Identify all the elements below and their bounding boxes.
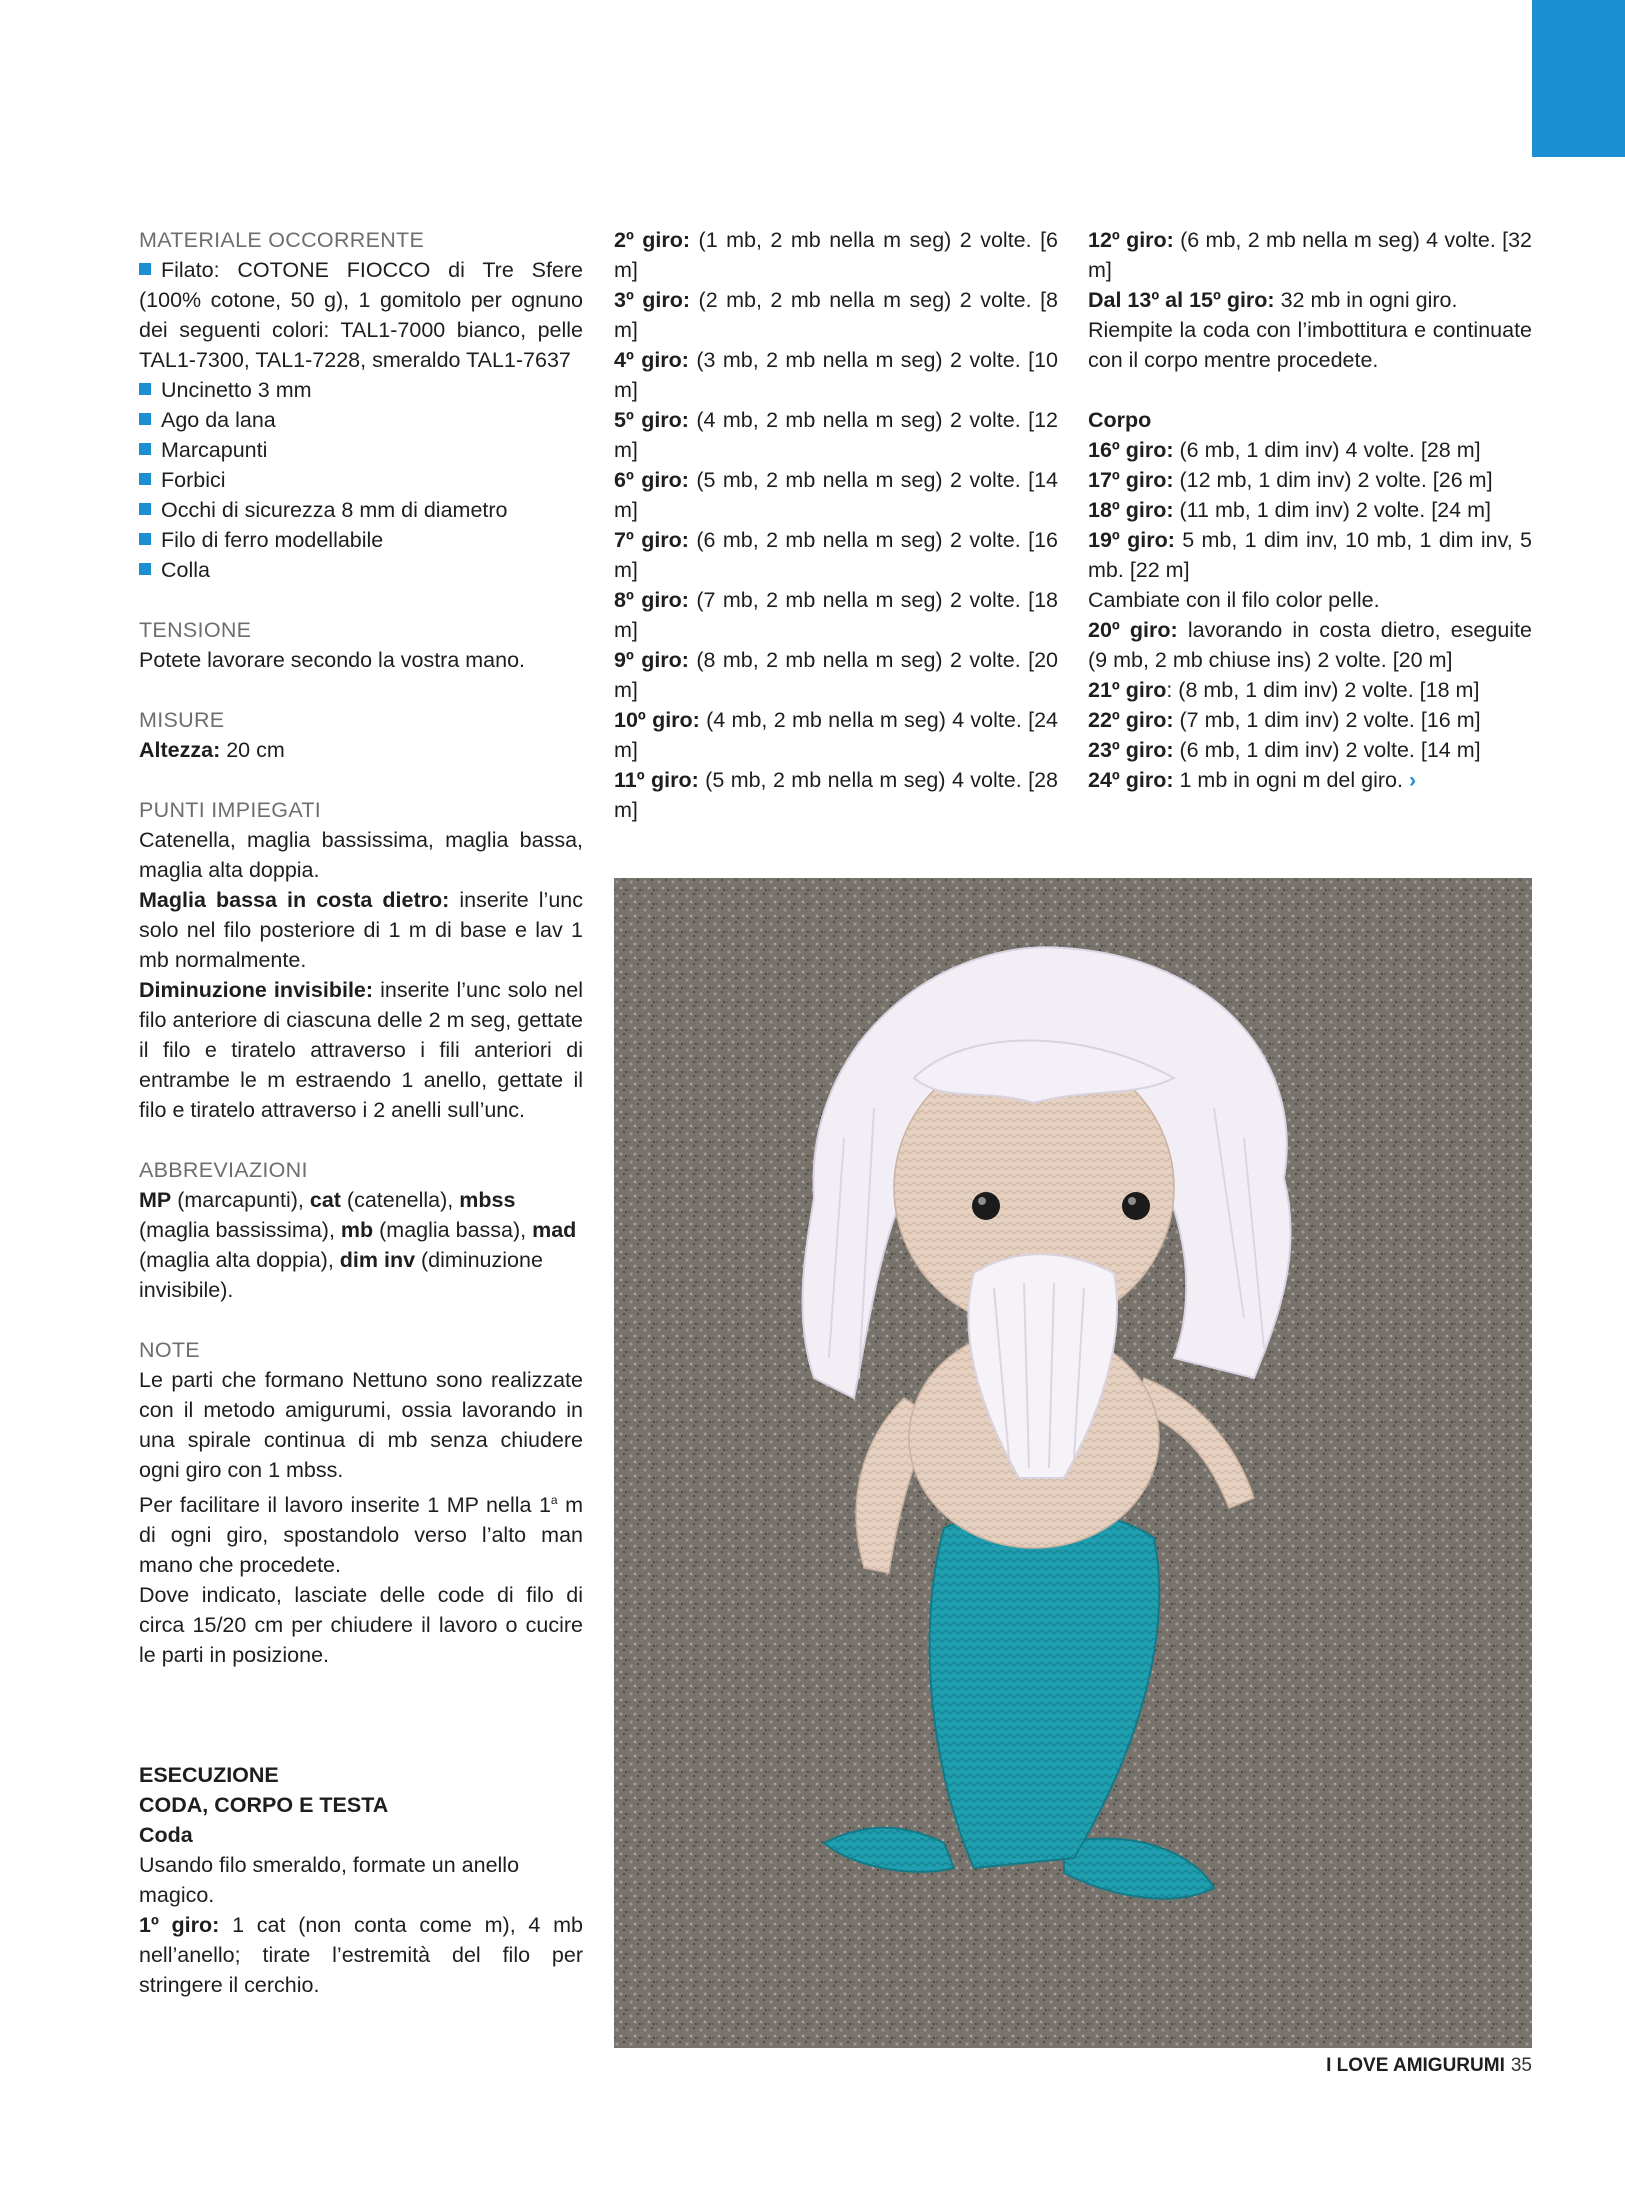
material-item: Filato: COTONE FIOCCO di Tre Sfere (100% cotone, 50 g), 1 gomitolo per ognuno dei seguenti colori: TAL1-7000 bianco, pelle TAL1-7300, TAL1-7228, smeraldo TAL1-7637 — [139, 258, 583, 372]
material-item: Filo di ferro modellabile — [139, 525, 583, 555]
bullet-icon — [139, 413, 151, 425]
note-p2: Per facilitare il lavoro inserite 1 MP nella 1$^a$ m di ogni giro, spostandolo verso l’alto man mano che procedete. — [139, 1493, 583, 1578]
round-item: 21º giro: (8 mb, 1 dim inv) 2 volte. [18 m] — [1088, 678, 1480, 702]
heading-note: NOTE — [139, 1338, 200, 1362]
heading-materiale: MATERIALE OCCORRENTE — [139, 228, 425, 252]
bullet-icon — [139, 533, 151, 545]
round-item: 18º giro: (11 mb, 1 dim inv) 2 volte. [24 m] — [1088, 498, 1491, 522]
tensione-text: Potete lavorare secondo la vostra mano. — [139, 648, 526, 672]
round-1: 1º giro: 1 cat (non conta come m), 4 mb nell’anello; tirate l’estremità del filo per stringere il cerchio. — [139, 1913, 583, 1998]
round-12: 12º giro: (6 mb, 2 mb nella m seg) 4 volte. [32 m] — [1088, 228, 1532, 282]
bullet-icon — [139, 473, 151, 485]
section-coda: Coda — [139, 1823, 193, 1848]
section-corpo: Corpo — [1088, 408, 1152, 432]
misure-text: Altezza: 20 cm — [139, 738, 285, 762]
column-left — [139, 225, 583, 2000]
punti-mbcd: Maglia bassa in costa dietro: inserite l’unc solo nel filo posteriore di 1 m di base e lav 1 mb normalmente. — [139, 888, 583, 972]
bullet-icon — [139, 263, 151, 275]
note-p3: Dove indicato, lasciate delle code di filo di circa 15/20 cm per chiudere il lavoro o cucire le parti in posizione. — [139, 1583, 583, 1668]
round-item: 3º giro: (2 mb, 2 mb nella m seg) 2 volte. [8 m] — [614, 288, 1058, 342]
round-item: 8º giro: (7 mb, 2 mb nella m seg) 2 volte. [18 m] — [614, 588, 1058, 642]
round-item: 7º giro: (6 mb, 2 mb nella m seg) 2 volte. [16 m] — [614, 528, 1058, 582]
material-item: Uncinetto 3 mm — [139, 375, 583, 405]
coda-intro: Usando filo smeraldo, formate un anello magico. — [139, 1853, 520, 1908]
mermaid-photo — [614, 878, 1532, 2048]
bullet-icon — [139, 383, 151, 395]
bullet-icon — [139, 563, 151, 575]
round-item: 22º giro: (7 mb, 1 dim inv) 2 volte. [16 m] — [1088, 708, 1481, 732]
magazine-title: I LOVE AMIGURUMI — [1326, 2055, 1505, 2076]
material-item: Forbici — [139, 465, 583, 495]
round-item: 4º giro: (3 mb, 2 mb nella m seg) 2 volte. [10 m] — [614, 348, 1058, 402]
corner-tab — [1532, 0, 1625, 157]
material-item: Occhi di sicurezza 8 mm di diametro — [139, 495, 583, 525]
heading-tensione: TENSIONE — [139, 618, 252, 642]
heading-punti: PUNTI IMPIEGATI — [139, 798, 322, 822]
bullet-icon — [139, 503, 151, 515]
page-footer — [1326, 2054, 1532, 2078]
round-item: 23º giro: (6 mb, 1 dim inv) 2 volte. [14 m] — [1088, 738, 1481, 762]
note-p1: Le parti che formano Nettuno sono realizzate con il metodo amigurumi, ossia lavorando in una spirale continua di mb senza chiudere ogni giro con 1 mbss. — [139, 1368, 583, 1482]
round-item: 24º giro: 1 mb in ogni m del giro. › — [1088, 768, 1417, 792]
column-right — [1088, 225, 1532, 795]
round-13-15: Dal 13º al 15º giro: 32 mb in ogni giro. — [1088, 288, 1458, 312]
round-item: 5º giro: (4 mb, 2 mb nella m seg) 2 volte. [12 m] — [614, 408, 1058, 462]
cambiate-text: Cambiate con il filo color pelle. — [1088, 588, 1380, 612]
material-item: Marcapunti — [139, 435, 583, 465]
round-item: 16º giro: (6 mb, 1 dim inv) 4 volte. [28 m] — [1088, 438, 1481, 462]
round-item: 20º giro: lavorando in costa dietro, eseguite (9 mb, 2 mb chiuse ins) 2 volte. [20 m] — [1088, 618, 1532, 672]
round-item: 10º giro: (4 mb, 2 mb nella m seg) 4 volte. [24 m] — [614, 708, 1058, 762]
round-item: 9º giro: (8 mb, 2 mb nella m seg) 2 volte. [20 m] — [614, 648, 1058, 702]
round-item: 19º giro: 5 mb, 1 dim inv, 10 mb, 1 dim inv, 5 mb. [22 m] — [1088, 528, 1532, 582]
round-item: 17º giro: (12 mb, 1 dim inv) 2 volte. [26 m] — [1088, 468, 1493, 492]
continue-arrow-icon: › — [1408, 768, 1417, 792]
subheading-coda-corpo-testa: CODA, CORPO E TESTA — [139, 1793, 389, 1818]
round-item: 6º giro: (5 mb, 2 mb nella m seg) 2 volte. [14 m] — [614, 468, 1058, 522]
abbreviazioni-text: MP (marcapunti), cat (catenella), mbss (maglia bassissima), mb (maglia bassa), mad (maglia alta doppia), dim inv (diminuzione invisibile). — [139, 1188, 577, 1302]
round-item: 2º giro: (1 mb, 2 mb nella m seg) 2 volte. [6 m] — [614, 228, 1058, 282]
heading-esecuzione: ESECUZIONE — [139, 1763, 279, 1788]
bullet-icon — [139, 443, 151, 455]
material-item: Colla — [139, 555, 583, 585]
page-number: 35 — [1510, 2055, 1532, 2076]
mermaid-illustration — [614, 878, 1532, 2048]
punti-dim: Diminuzione invisibile: inserite l’unc solo nel filo anteriore di ciascuna delle 2 m seg, gettate il filo e tiratelo attraverso i fili anteriori di entrambe le m estraendo 1 anello, gettate il filo e tiratelo attraverso i 2 anelli sull’unc. — [139, 978, 583, 1122]
heading-abbreviazioni: ABBREVIAZIONI — [139, 1158, 308, 1182]
punti-text: Catenella, maglia bassissima, maglia bassa, maglia alta doppia. — [139, 828, 583, 882]
material-item: Ago da lana — [139, 405, 583, 435]
column-middle — [614, 225, 1058, 825]
riempite-text: Riempite la coda con l’imbottitura e continuate con il corpo mentre procedete. — [1088, 318, 1532, 372]
round-item: 11º giro: (5 mb, 2 mb nella m seg) 4 volte. [28 m] — [614, 768, 1058, 822]
heading-misure: MISURE — [139, 708, 225, 732]
